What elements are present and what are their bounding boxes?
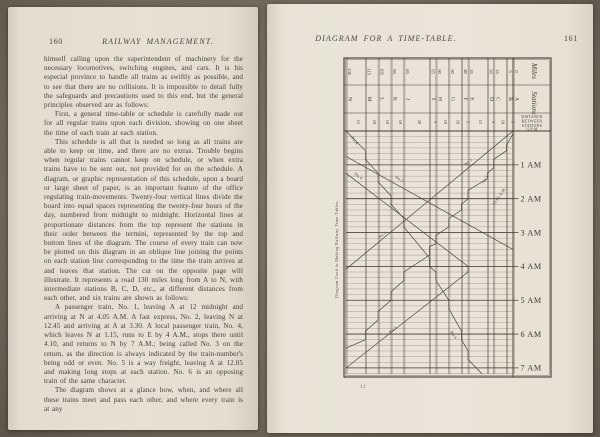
paragraph: The diagram shows at a glance how, when, and where all these trains meet and pass each other, and where every train is at any (44, 386, 243, 413)
train-label: No.6 (350, 135, 360, 146)
miles-corner-label: Miles (530, 63, 538, 79)
hour-label: 3 AM (520, 228, 542, 238)
mile-label: 20 (488, 69, 494, 74)
distance-label: 15 (478, 119, 484, 125)
station-letter: M (365, 96, 372, 102)
train-label: No.5 (480, 174, 490, 185)
mile-label: 130 (347, 68, 353, 75)
paragraph: This schedule is all that is needed so long as all trains are able to keep on time, and there are no extras. Trouble begins when regular trains cannot keep on schedule, or when extra trains have to be sent out, not provided for on the schedule. A diagram, or graphic representation of this schedule, upon a board or large sheet of paper, is an important feature of the office regulating train-movements. Twenty-four vertical lines divide the board into equal spaces representing the twenty-four hours of the day, numbered from midnight to midnight. Horizontal lines at proportionate distances from the top represent the stations in their order between the termini, represented by the top and bottom lines of the diagram. The course of every train can now be plotted on this diagram in an oblique line joining the points on each station line corresponding to the time the train arrives at and leaves that station. The cut on the opposite page will illustrate. It represents a road 130 miles long from A to N, with intermediate stations B, C, D, etc., at different distances from each other, and six trains are shown as follows: (44, 137, 243, 303)
stations-corner-label: Stations (530, 91, 538, 115)
distance-label: 10 (397, 119, 403, 125)
mile-label: 35 (469, 69, 475, 74)
train-label: No.1 (377, 229, 388, 240)
body-text-column (44, 55, 243, 414)
station-letter: K (391, 96, 398, 102)
station-letter: F (462, 97, 469, 101)
train-label: 12.05 A.M. (490, 186, 507, 207)
hour-axis (346, 161, 542, 373)
distance-label: 5 (510, 120, 516, 124)
left-page (8, 7, 258, 430)
train-label: No.3 (387, 325, 398, 335)
left-running-head-row (8, 37, 258, 49)
page-number: 161 (564, 34, 578, 43)
train-label: No.1 (463, 156, 474, 167)
running-head: DIAGRAM FOR A TIME-TABLE. (315, 34, 457, 43)
hour-label: 7 AM (520, 363, 542, 373)
train-labels (350, 135, 507, 340)
station-letter: D (487, 96, 494, 102)
distance-label: 10 (500, 119, 506, 125)
hour-label: 6 AM (520, 329, 542, 339)
hour-label: 4 AM (520, 262, 542, 272)
station-letter: A (513, 96, 520, 102)
mile-label: 5 (507, 70, 513, 73)
hour-label: 5 AM (520, 296, 542, 306)
mile-label: 50 (449, 69, 455, 74)
station-letter: I (430, 98, 437, 100)
mile-label: 60 (437, 69, 443, 74)
distance-header: DISTANCE (521, 115, 543, 120)
distance-label: 10 (385, 119, 391, 125)
mile-label: 15 (494, 69, 500, 74)
distance-label: 10 (442, 119, 448, 125)
distance-label: 5 (465, 120, 471, 124)
mile-label: 65 (430, 69, 436, 74)
station-letter: C (494, 97, 501, 101)
station-letter: G (449, 96, 456, 102)
mile-label: 105 (379, 68, 385, 75)
header-band (347, 62, 543, 131)
distance-label: 10 (455, 119, 461, 125)
station-letter: J (404, 97, 411, 101)
station-letter: E (468, 97, 475, 101)
mile-label: 40 (462, 69, 468, 74)
running-head: RAILWAY MANAGEMENT. (102, 37, 214, 46)
hour-label: 1 AM (520, 160, 542, 170)
mile-label: 85 (405, 69, 411, 74)
mile-label: 95 (392, 69, 398, 74)
station-letter: B (507, 97, 514, 101)
plate-caption: Diagram Used in Making Railway Time-Tables. (334, 200, 339, 298)
mile-label: 115 (366, 68, 372, 75)
mile-label: 0 (514, 70, 520, 73)
signature-mark: 11 (360, 385, 366, 390)
station-letter: N (346, 96, 353, 102)
origin-time-label: 12 P. M. (526, 127, 538, 132)
distance-label: 5 (491, 120, 497, 124)
hour-label: 2 AM (520, 194, 542, 204)
paragraph: himself calling upon the superintendent of machinery for the necessary locomotives, switching engines, and cars. It is his especial province to handle all trains as swiftly as possible, and to see that there are no collisions. It is impossible to detail fully the safeguards and precautions used to this end, but the general principles observed are as follows: (44, 55, 243, 110)
station-letter: H (436, 96, 443, 102)
distance-label: 15 (356, 119, 362, 125)
distance-label: 5 (433, 120, 439, 124)
train-label: No.6 (449, 329, 459, 341)
timetable-diagram (327, 44, 567, 404)
train-label: No.2 (394, 174, 405, 184)
distance-header: BETWEEN (521, 119, 543, 124)
paragraph: First, a general time-table or schedule is carefully made out for all regular trains upon each division, showing on one sheet the time of each train at each station. (44, 110, 243, 137)
distance-label: 20 (417, 119, 423, 125)
station-letter: L (378, 97, 385, 101)
train-label: No.4 (353, 171, 364, 181)
distance-header: STATIONS (521, 124, 543, 128)
distance-label: 10 (372, 119, 378, 125)
paragraph: A passenger train, No. 1, leaving A at 12 midnight and arriving at N at 4.05 A.M. A fast express, No. 2, leaving N at 12.45 and arriving at A at 3.30. A local passenger train, No. 4, which leaves N at 1.15, runs to E by 4 A.M., stops there until 4.10, and returns to N by 7 A.M.; being called No. 3 on the return, as the direction is always indicated by the train-number's being odd or even. No. 5 is a way freight, leaving A at 12.05 and making long stops at each station. No. 6 is an opposing train of the same character. (44, 303, 243, 386)
page-number: 160 (49, 37, 63, 46)
right-page (267, 4, 593, 433)
